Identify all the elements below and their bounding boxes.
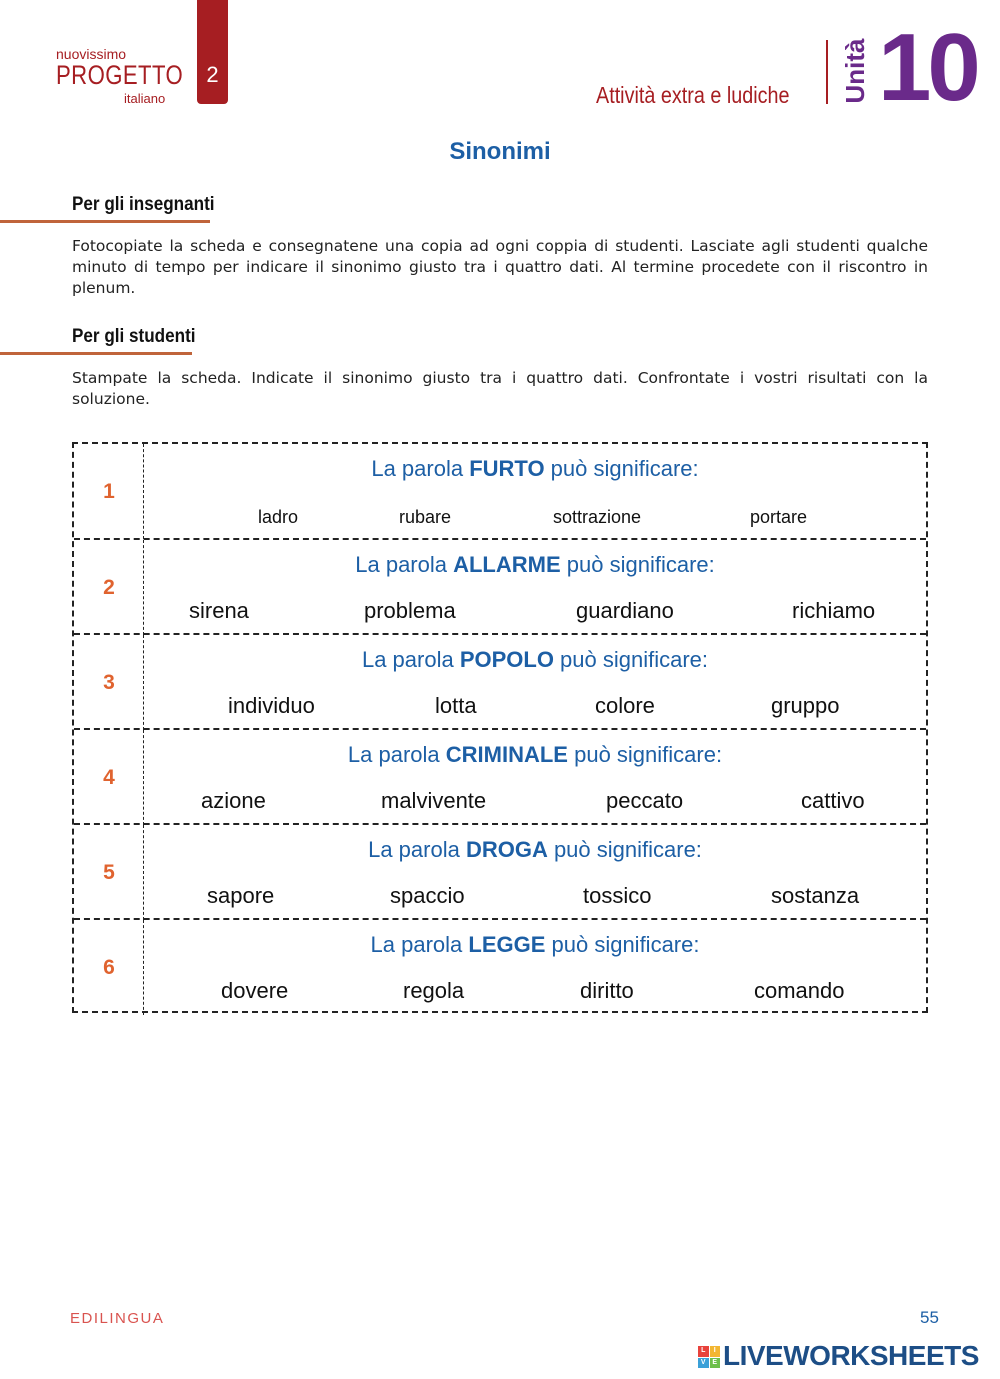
page-number: 55	[920, 1308, 939, 1327]
target-word: POPOLO	[459, 647, 554, 672]
option[interactable]: azione	[201, 788, 266, 813]
option[interactable]: gruppo	[771, 693, 840, 718]
number-cell	[74, 825, 144, 920]
question-text: La parola CRIMINALE può significare:	[347, 742, 723, 767]
option[interactable]: sottrazione	[553, 507, 642, 527]
number-cell	[74, 730, 144, 825]
option[interactable]: spaccio	[390, 883, 465, 908]
option[interactable]: comando	[754, 978, 845, 1003]
option[interactable]: tossico	[583, 883, 652, 908]
exercise-row	[74, 918, 926, 1015]
option[interactable]: individuo	[228, 693, 315, 718]
option[interactable]: richiamo	[792, 598, 876, 623]
students-instructions: Stampate la scheda. Indicate il sinonimo giusto tra i quattro dati. Confrontate i vostri risultati con la soluzione.	[72, 369, 928, 408]
brand-small-text: nuovissimo	[56, 46, 127, 62]
unit-number: 10	[878, 14, 977, 121]
option[interactable]: lotta	[435, 693, 477, 718]
number-cell	[74, 540, 144, 635]
option[interactable]: colore	[595, 693, 655, 718]
option[interactable]: rubare	[399, 507, 452, 527]
brand-logo: PROGETTO	[56, 60, 184, 90]
item-number: 1	[103, 480, 115, 503]
exercise-table	[72, 442, 928, 1013]
level-number: 2	[206, 62, 219, 87]
option[interactable]: ladro	[258, 507, 299, 527]
unit-label: Unità	[840, 38, 870, 104]
option[interactable]: sostanza	[771, 883, 860, 908]
question-text: La parola DROGA può significare:	[368, 837, 702, 862]
teachers-heading: Per gli insegnanti	[72, 194, 215, 215]
activity-title: Attività extra e ludiche	[596, 82, 790, 108]
target-word: FURTO	[469, 456, 545, 481]
question-text: La parola POPOLO può significare:	[361, 647, 709, 672]
number-cell	[74, 920, 144, 1015]
option[interactable]: diritto	[580, 978, 634, 1003]
option[interactable]: malvivente	[381, 788, 487, 813]
target-word: ALLARME	[453, 552, 561, 577]
item-number: 3	[103, 671, 115, 694]
target-word: DROGA	[465, 837, 548, 862]
question-text: La parola ALLARME può significare:	[355, 552, 715, 577]
header-divider	[826, 40, 828, 104]
number-cell	[74, 635, 144, 730]
exercise-row	[74, 444, 926, 539]
option[interactable]: sirena	[189, 598, 249, 623]
option[interactable]: portare	[750, 507, 808, 527]
option[interactable]: guardiano	[576, 598, 674, 623]
question-text: La parola LEGGE può significare:	[370, 932, 700, 957]
brand-sub-text: italiano	[124, 91, 166, 106]
exercise-row	[74, 823, 926, 920]
exercise-row	[74, 538, 926, 635]
teachers-rule	[0, 220, 210, 223]
liveworksheets-watermark[interactable]: LIVEWORKSHEETS	[723, 1340, 979, 1371]
page-title: Sinonimi	[449, 138, 551, 165]
item-number: 6	[103, 956, 115, 979]
number-cell	[74, 444, 144, 539]
option[interactable]: cattivo	[801, 788, 865, 813]
question-text: La parola FURTO può significare:	[371, 456, 699, 481]
exercise-row	[74, 728, 926, 825]
option[interactable]: dovere	[221, 978, 289, 1003]
students-heading: Per gli studenti	[72, 326, 196, 347]
option[interactable]: peccato	[606, 788, 684, 813]
liveworksheets-badge-icon: L I V E	[698, 1346, 720, 1368]
publisher-logo: EDILINGUA	[70, 1310, 165, 1327]
target-word: LEGGE	[468, 932, 546, 957]
exercise-row	[74, 633, 926, 730]
item-number: 4	[103, 766, 115, 789]
item-number: 5	[103, 861, 115, 884]
option[interactable]: sapore	[207, 883, 275, 908]
target-word: CRIMINALE	[445, 742, 568, 767]
teachers-instructions: Fotocopiate la scheda e consegnatene una copia ad ogni coppia di studenti. Lasciate agli studenti qualche minuto di tempo per indicare il sinonimo giusto tra i quattro dati. Al termine procedete con il riscontro in plenum.	[72, 237, 928, 297]
item-number: 2	[103, 576, 115, 599]
students-rule	[0, 352, 192, 355]
level-tab	[197, 0, 228, 104]
option[interactable]: problema	[364, 598, 456, 623]
option[interactable]: regola	[403, 978, 465, 1003]
